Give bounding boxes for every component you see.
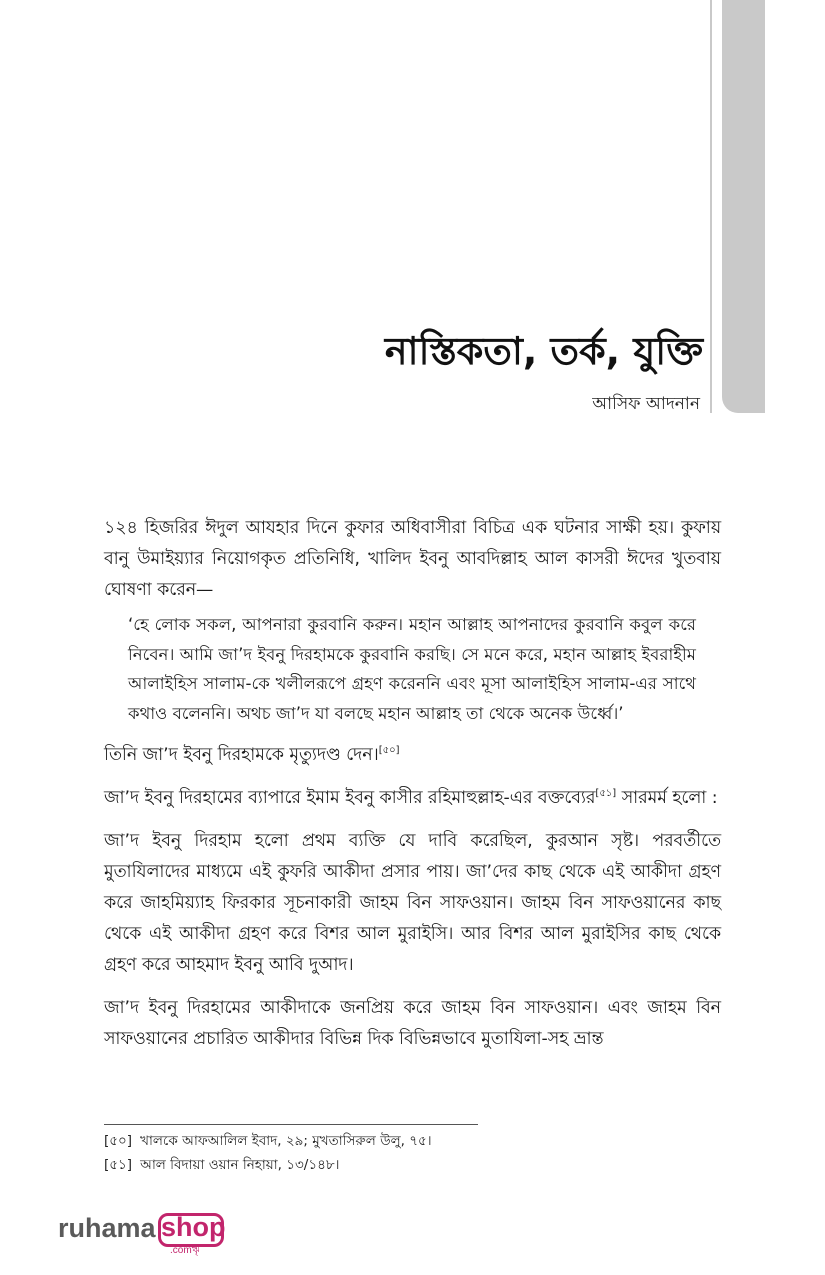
paragraph-5: জা’দ ইবনু দিরহামের আকীদাকে জনপ্রিয় করে জাহম বিন সাফওয়ান। এবং জাহম বিন সাফওয়ানের প্রচারিত আকীদার বিভিন্ন দিক বিভিন্নভাবে মুতাযিলা-সহ ভ্রান্ত bbox=[104, 998, 721, 1049]
logo-shop-text: shop bbox=[161, 1212, 226, 1242]
logo-ruhama-text: ruhama bbox=[58, 1213, 156, 1243]
footnote-number: [৫০] bbox=[104, 1133, 133, 1149]
footnote-text: আল বিদায়া ওয়ান নিহায়া, ১৩/১৪৮। bbox=[140, 1157, 340, 1173]
footnote-50 bbox=[104, 1129, 478, 1153]
footnote-number: [৫১] bbox=[104, 1157, 133, 1173]
footnote-51 bbox=[104, 1153, 478, 1177]
chapter-body bbox=[104, 513, 721, 1055]
paragraph-2-text: তিনি জা’দ ইবনু দিরহামকে মৃত্যুদণ্ড দেন। bbox=[104, 745, 379, 765]
paragraph-3-text: জা’দ ইবনু দিরহামের ব্যাপারে ইমাম ইবনু কাসীর রহিমাহুল্লাহ-এর বক্তব্যের bbox=[104, 788, 596, 808]
chapter-tab-marker bbox=[722, 0, 765, 413]
footnote-ref-51[interactable]: [৫১] bbox=[595, 788, 617, 800]
chapter-author: আসিফ আদনান bbox=[592, 394, 700, 414]
paragraph-3-text-end: সারমর্ম হলো : bbox=[616, 788, 718, 808]
block-quote: ‘হে লোক সকল, আপনারা কুরবানি করুন। মহান আল্লাহ আপনাদের কুরবানি কবুল করে নিবেন। আমি জা’দ ইবনু দিরহামকে কুরবানি করছি। সে মনে করে, মহান আল্লাহ ইবরাহীম আলাইহিস সালাম-কে খলীলরূপে গ্রহণ করেননি এবং মূসা আলাইহিস সালাম-এর সাথে কথাও বলেননি। অথচ জা’দ যা বলছে মহান আল্লাহ তা থেকে অনেক উর্ধ্বে।’ bbox=[128, 615, 696, 723]
logo-domain-text: .comৠ bbox=[170, 1245, 200, 1256]
paragraph-1: ১২৪ হিজরির ঈদুল আযহার দিনে কুফার অধিবাসীরা বিচিত্র এক ঘটনার সাক্ষী হয়। কুফায় বানু উমাইয়্যার নিয়োগকৃত প্রতিনিধি, খালিদ ইবনু আবদিল্লাহ আল কাসরী ঈদের খুতবায় ঘোষণা করেন— bbox=[104, 518, 721, 600]
chapter-title: নাস্তিকতা, তর্ক, যুক্তি bbox=[384, 329, 703, 373]
paragraph-2 bbox=[104, 740, 721, 771]
chapter-tab-line bbox=[710, 0, 712, 413]
paragraph-3 bbox=[104, 783, 721, 814]
footnote-ref-50[interactable]: [৫০] bbox=[378, 745, 400, 757]
paragraph-4: জা’দ ইবনু দিরহাম হলো প্রথম ব্যক্তি যে দাবি করেছিল, কুরআন সৃষ্ট। পরবর্তীতে মুতাযিলাদের মাধ্যমে এই কুফরি আকীদা প্রসার পায়। জা’দের কাছ থেকে এই আকীদা গ্রহণ করে জাহমিয়্যাহ ফিরকার সূচনাকারী জাহম বিন সাফওয়ান। জাহম বিন সাফওয়ানের কাছ থেকে এই আকীদা গ্রহণ করে বিশর আল মুরাইসি। আর বিশর আল মুরাইসির কাছ থেকে গ্রহণ করে আহমাদ ইবনু আবি দুআদ। bbox=[104, 831, 721, 975]
footnote-text: খালকে আফআলিল ইবাদ, ২৯; মুখতাসিরুল উলু, ৭৫। bbox=[140, 1133, 432, 1149]
footnotes bbox=[104, 1124, 478, 1177]
